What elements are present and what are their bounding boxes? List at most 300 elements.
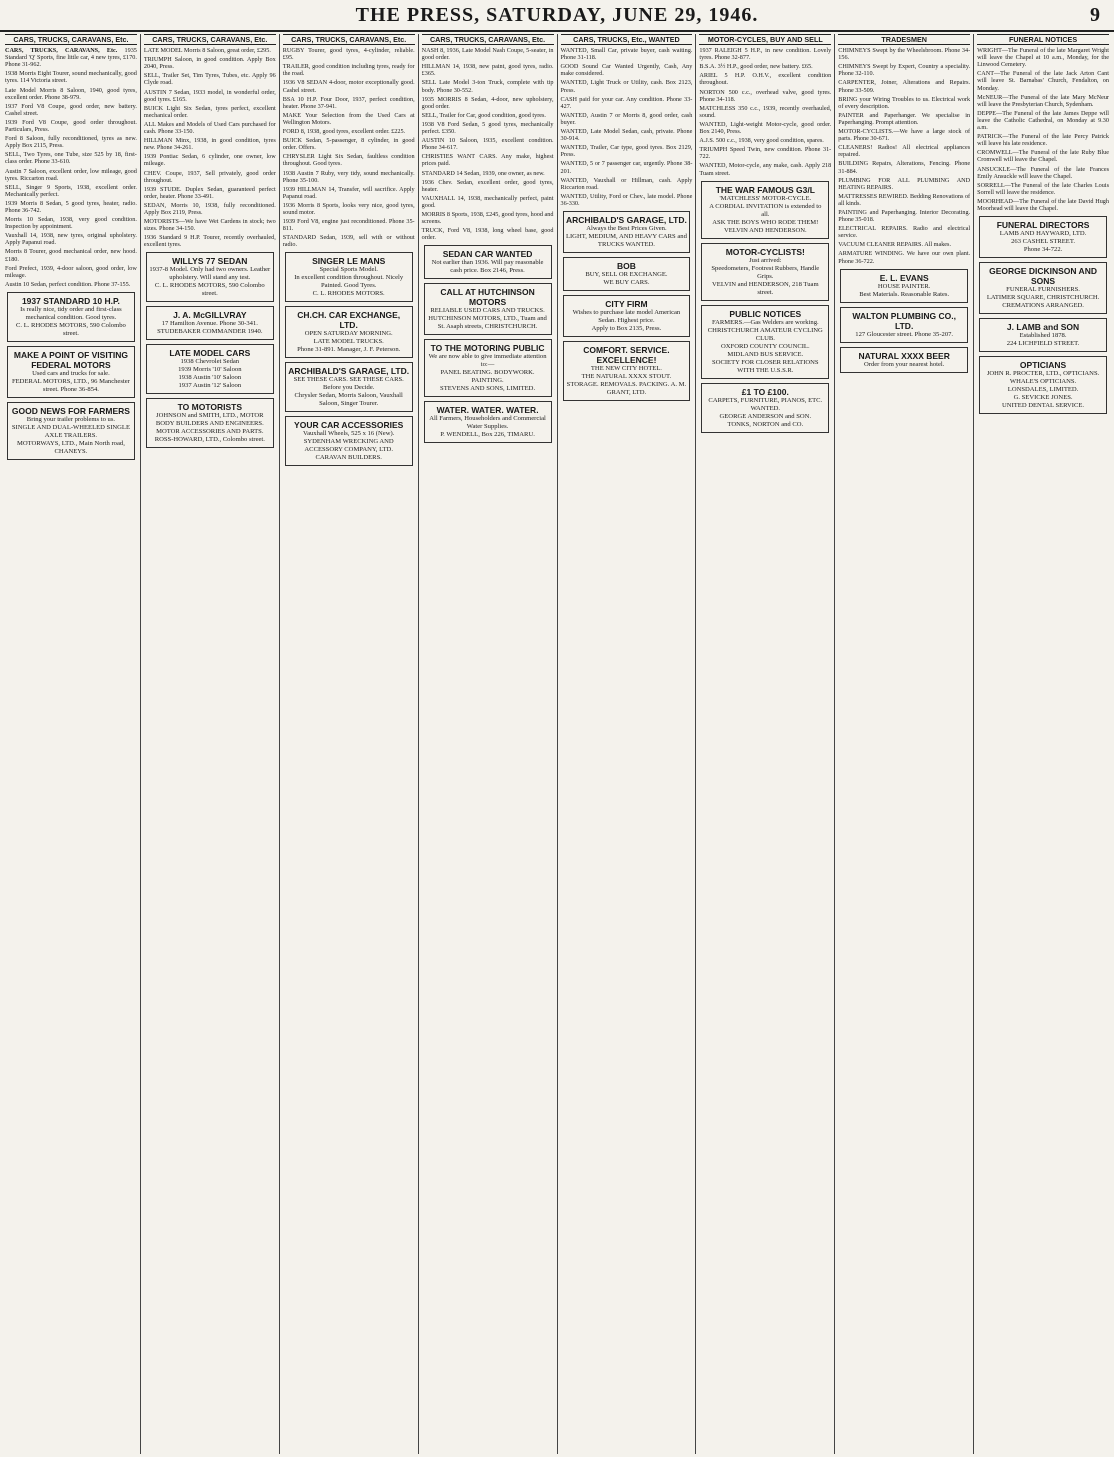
display-ad-heading: FUNERAL DIRECTORS bbox=[996, 220, 1090, 231]
classified-ad bbox=[977, 110, 1109, 131]
display-ad-line: Chrysler Sedan, Morris Saloon, Vauxhall Saloon, Singer Tourer. bbox=[294, 392, 403, 408]
classified-ad bbox=[838, 250, 970, 264]
display-advertisement bbox=[7, 346, 135, 398]
display-ad-line: Is really nice, tidy order and first-class mechanical condition. Good tyres. bbox=[20, 305, 122, 321]
display-ad-line: BUY, SELL OR EXCHANGE. bbox=[585, 270, 668, 278]
display-ad-line: THE NEW CITY HOTEL. bbox=[590, 364, 662, 372]
ad-text: ELECTRICAL REPAIRS. Radio and electrical service. bbox=[838, 225, 971, 240]
classified-ad bbox=[283, 202, 415, 216]
ad-text: SELL, Singer 9 Sports, 1938, excellent order. Mechanically perfect. bbox=[5, 183, 137, 198]
section-heading: FUNERAL NOTICES bbox=[977, 34, 1109, 45]
classified-ad bbox=[561, 144, 693, 158]
display-ad-line: OPEN SATURDAY MORNING. bbox=[304, 330, 393, 338]
display-ad-line: Order from your nearest hotel. bbox=[863, 360, 945, 368]
display-ad-line: Best Materials. Reasonable Rates. bbox=[859, 290, 950, 298]
column-7 bbox=[835, 34, 974, 1454]
ad-text: ARMATURE WINDING. We have our own plant. Phone 36-722. bbox=[838, 250, 971, 265]
classified-ad bbox=[422, 137, 554, 151]
display-ad-line: CARAVAN BUILDERS. bbox=[315, 454, 382, 462]
ad-text: AUSTIN 7 Sedan, 1933 model, in wonderful order, good tyres. £165. bbox=[143, 88, 276, 103]
ad-text: Morris 10 Sedan, 1938, very good condition. Inspection by appointment. bbox=[5, 216, 137, 231]
display-ad-heading: THE WAR FAMOUS G3/L bbox=[715, 184, 815, 195]
ad-text: SELL, Trailer Set, Tim Tyres, Tubes, etc. Apply 96 Clyde road. bbox=[143, 72, 276, 87]
classified-ad bbox=[5, 70, 137, 84]
display-ad-heading: GEORGE DICKINSON AND SONS bbox=[989, 266, 1097, 287]
display-ad-line: FUNERAL FURNISHERS. bbox=[1006, 286, 1080, 294]
ad-text: Ford Prefect, 1939, 4-door saloon, good order, low mileage. bbox=[5, 264, 137, 279]
classified-ad bbox=[977, 182, 1109, 196]
ad-text: WANTED, Utility, Ford or Chev., late model. Phone 36-330. bbox=[560, 192, 693, 207]
classified-ad bbox=[422, 96, 554, 110]
display-ad-heading: 1937 STANDARD 10 H.P. bbox=[21, 295, 120, 306]
display-advertisement bbox=[701, 181, 829, 239]
display-ad-line: Bring your trailer problems to us. bbox=[26, 415, 116, 423]
classified-ad bbox=[283, 112, 415, 126]
classified-ad bbox=[422, 63, 554, 77]
display-advertisement bbox=[840, 307, 968, 343]
display-ad-line: PANEL BEATING. BODYWORK. PAINTING. bbox=[440, 369, 535, 385]
classified-ad bbox=[699, 47, 831, 61]
display-ad-line: STUDEBAKER COMMANDER 1940. bbox=[157, 328, 263, 336]
page-number: 9 bbox=[1090, 4, 1100, 26]
ad-text: BSA 10 H.P. Four Door, 1937, perfect condition, heater. Phone 37-941. bbox=[282, 95, 415, 110]
section-heading: CARS, TRUCKS, Etc., WANTED bbox=[561, 34, 693, 45]
classified-ad bbox=[699, 105, 831, 119]
display-advertisement bbox=[979, 318, 1107, 352]
ad-text: NASH 8, 1936, Late Model Nash Coupe, 5-seater, in good order. bbox=[421, 47, 554, 62]
display-ad-line: STEVENS AND SONS, LIMITED. bbox=[440, 385, 536, 393]
display-ad-line: Wishes to purchase late model American Sedan. Highest price. bbox=[572, 308, 681, 324]
classified-ad bbox=[283, 128, 415, 135]
ad-text: 1936 V8 SEDAN 4-door, motor exceptionally good. Cashel street. bbox=[282, 79, 415, 94]
display-ad-heading: TO THE MOTORING PUBLIC bbox=[430, 343, 545, 354]
section-heading: CARS, TRUCKS, CARAVANS, Etc. bbox=[422, 34, 554, 45]
classified-ad bbox=[977, 94, 1109, 108]
ad-text: MATCHLESS 350 c.c., 1939, recently overhauled, sound. bbox=[699, 104, 832, 119]
ad-text: Austin 7 Saloon, excellent order, low mileage, good tyres. Riccarton road. bbox=[5, 167, 137, 182]
display-advertisement bbox=[146, 252, 274, 302]
display-ad-line: GEORGE ANDERSON and SON. bbox=[719, 412, 812, 420]
classified-ad bbox=[144, 56, 276, 70]
ad-text: CANT—The Funeral of the late Jack Arton Cant will leave St. Barnabas' Church, Fendalton, on Monday. bbox=[977, 70, 1109, 92]
classified-ad bbox=[977, 149, 1109, 163]
display-ad-line: HOUSE PAINTER. bbox=[877, 282, 931, 290]
display-ad-line: Just arrived: bbox=[749, 256, 782, 264]
ad-text: 1936 Chev. Sedan, excellent order, good tyres, heater. bbox=[421, 178, 554, 193]
classified-ad bbox=[283, 186, 415, 200]
ad-text: WANTED, Late Model Sedan, cash, private. Phone 30-914. bbox=[560, 128, 693, 143]
ad-text: 1935 MORRIS 8 Sedan, 4-door, new upholstery, good order. bbox=[421, 95, 554, 110]
display-ad-heading: WILLYS 77 SEDAN bbox=[172, 256, 248, 267]
ad-title: CARS, TRUCKS, CARAVANS, Etc. bbox=[5, 47, 118, 55]
display-ad-line: SOCIETY FOR CLOSER RELATIONS WITH THE U.S.S.R. bbox=[712, 358, 819, 374]
display-ad-line: MOTOR ACCESSORIES AND PARTS. bbox=[156, 428, 264, 436]
classified-ad bbox=[5, 47, 137, 68]
display-ad-line: VELVIN and HENDERSON, 218 Tuam street. bbox=[712, 280, 819, 296]
classified-ad bbox=[283, 234, 415, 248]
display-ad-line: RELIABLE USED CARS AND TRUCKS. bbox=[430, 307, 545, 315]
ad-text: BUILDING Repairs, Alterations, Fencing. Phone 31-884. bbox=[838, 160, 971, 175]
classified-ad bbox=[144, 105, 276, 119]
classified-ad bbox=[699, 121, 831, 135]
column-4 bbox=[419, 34, 558, 1454]
display-ad-heading: CH.CH. CAR EXCHANGE, LTD. bbox=[297, 310, 401, 331]
display-advertisement bbox=[424, 401, 552, 443]
classified-ad bbox=[283, 153, 415, 167]
ad-text: TRIUMPH Saloon, in good condition. Apply Box 2040, Press. bbox=[143, 56, 276, 71]
ad-text: VAUXHALL 14, 1938, mechanically perfect, paint good. bbox=[421, 194, 554, 209]
section-heading: MOTOR-CYCLES, BUY AND SELL bbox=[699, 34, 831, 45]
ad-text: CHRYSLER Light Six Sedan, faultless condition throughout. Good tyres. bbox=[282, 153, 415, 168]
ad-text: CARPENTER, Joiner, Alterations and Repairs. Phone 33-509. bbox=[838, 79, 971, 94]
display-ad-heading: CITY FIRM bbox=[605, 298, 648, 309]
ad-text: McNEUR—The Funeral of the late Mary McNeur will leave the Presbyterian Church, Sydenham. bbox=[977, 93, 1109, 108]
ad-text: MOTOR-CYCLISTS.—We have a large stock of parts. Phone 30-671. bbox=[838, 128, 971, 143]
display-advertisement bbox=[285, 252, 413, 302]
display-ad-line: Phone 34-722. bbox=[1023, 246, 1063, 254]
display-ad-line: STORAGE. REMOVALS. PACKING. A. M. GRANT, LTD. bbox=[566, 380, 687, 396]
classified-ad bbox=[5, 135, 137, 149]
display-ad-line: 1939 Morris '10' Saloon bbox=[178, 366, 242, 374]
classified-ad bbox=[561, 79, 693, 93]
display-ad-line: 1937-8 Model. Only had two owners. Leather upholstery. Will stand any test. bbox=[149, 266, 271, 282]
ad-text: MORRIS 8 Sports, 1938, £245, good tyres, hood and screens. bbox=[421, 210, 554, 226]
classified-ad bbox=[699, 63, 831, 70]
classified-ad bbox=[561, 47, 693, 61]
ad-text: 1937 Ford V8 Coupe, good order, new battery. Cashel street. bbox=[5, 102, 137, 117]
ad-text: 1938 Morris Eight Tourer, sound mechanically, good tyres. 114 Victoria street. bbox=[5, 70, 137, 85]
ad-text: SORRELL—The Funeral of the late Charles Louis Sorrell will leave the residence. bbox=[977, 181, 1109, 196]
display-ad-line: 127 Gloucester street. Phone 35-207. bbox=[855, 330, 954, 338]
display-ad-heading: YOUR CAR ACCESSORIES bbox=[294, 420, 404, 431]
display-ad-heading: J. A. McGILLVRAY bbox=[173, 310, 247, 321]
display-advertisement bbox=[285, 416, 413, 466]
display-ad-line: LIGHT, MEDIUM, AND HEAVY CARS and TRUCKS WANTED. bbox=[565, 232, 687, 248]
section-heading: CARS, TRUCKS, CARAVANS, Etc. bbox=[5, 34, 137, 45]
display-advertisement bbox=[701, 243, 829, 301]
ad-text: STANDARD Sedan, 1939, sell with or without radio. bbox=[282, 234, 415, 249]
ad-text: 1939 STUDE. Duplex Sedan, guaranteed perfect order, heater. Phone 33-491. bbox=[143, 185, 276, 200]
ad-text: 1939 Ford V8, engine just reconditioned. Phone 35-811. bbox=[282, 218, 415, 233]
ad-text: 1938 V8 Ford Sedan, 5 good tyres, mechanically perfect. £350. bbox=[421, 120, 554, 136]
classified-ad bbox=[283, 63, 415, 77]
classified-ad bbox=[283, 218, 415, 232]
ad-text: CASH paid for your car. Any condition. Phone 33-427. bbox=[560, 95, 693, 110]
classified-ad bbox=[838, 79, 970, 93]
ad-text: SELL, Trailer for Car, good condition, good tyres. bbox=[421, 111, 546, 119]
ad-text: WANTED, 5 or 7 passenger car, urgently. Phone 38-201. bbox=[560, 160, 693, 175]
display-ad-line: SEE THESE CARS. SEE THESE CARS. Before you Decide. bbox=[293, 376, 404, 392]
classified-ad bbox=[5, 168, 137, 182]
ad-text: MOORHEAD—The Funeral of the late David Hugh Moorhead will leave the Chapel. bbox=[977, 197, 1109, 212]
classified-ad bbox=[561, 160, 693, 174]
classified-ad bbox=[5, 265, 137, 279]
classified-ad bbox=[283, 96, 415, 110]
classified-ad bbox=[699, 72, 831, 86]
display-ad-heading: PUBLIC NOTICES bbox=[729, 308, 802, 319]
display-ad-line: A CORDIAL INVITATION is extended to all. bbox=[709, 202, 822, 218]
display-ad-line: 17 Hamilton Avenue. Phone 30-341. bbox=[161, 320, 258, 328]
column-1 bbox=[2, 34, 141, 1454]
ad-text: VACUUM CLEANER REPAIRS. All makes. bbox=[838, 241, 952, 249]
classified-ad bbox=[5, 119, 137, 133]
display-advertisement bbox=[701, 305, 829, 379]
ad-text: FORD 8, 1938, good tyres, excellent order. £225. bbox=[282, 128, 406, 136]
classified-ad bbox=[422, 121, 554, 135]
display-ad-line: 'MATCHLESS' MOTOR-CYCLE. bbox=[719, 194, 812, 202]
ad-text: 1938 Austin 7 Ruby, very tidy, sound mechanically. Phone 35-100. bbox=[282, 169, 415, 184]
ad-text: HILLMAN 14, 1938, new paint, good tyres, radio. £365. bbox=[421, 63, 554, 78]
ad-text: CHEV. Coupe, 1937, Sell privately, good order throughout. bbox=[143, 169, 276, 184]
classified-ad bbox=[977, 166, 1109, 180]
ad-text: RUGBY Tourer, good tyres, 4-cylinder, reliable. £95. bbox=[282, 47, 415, 62]
classified-ad bbox=[5, 103, 137, 117]
display-ad-line: FEDERAL MOTORS, LTD., 96 Manchester street. Phone 36-854. bbox=[11, 377, 130, 393]
display-ad-line: In excellent condition throughout. Nicely Painted. Good Tyres. bbox=[294, 274, 404, 290]
display-ad-line: LAMB AND HAYWARD, LTD. bbox=[999, 230, 1087, 238]
display-ad-line: UNITED DENTAL SERVICE. bbox=[1002, 402, 1085, 410]
display-advertisement bbox=[840, 347, 968, 373]
display-ad-line: TONKS, NORTON and CO. bbox=[727, 420, 804, 428]
ad-text: WANTED, Trailer, Car type, good tyres. Box 2129, Press. bbox=[560, 144, 693, 159]
classified-ad bbox=[422, 170, 554, 177]
ad-text: 1936 Standard 9 H.P. Tourer, recently overhauled, excellent tyres. bbox=[143, 234, 276, 249]
ad-text: WANTED, Motor-cycle, any make, cash. Apply 218 Tuam street. bbox=[699, 162, 832, 177]
display-ad-heading: OPTICIANS bbox=[1019, 360, 1067, 371]
display-advertisement bbox=[563, 341, 691, 401]
classified-ad bbox=[283, 170, 415, 184]
display-ad-line: Speedometers, Footrest Rubbers, Handle Grips. bbox=[711, 264, 820, 280]
display-advertisement bbox=[979, 262, 1107, 314]
display-ad-line: MOTORWAYS, LTD., Main North road, CHANEYS. bbox=[17, 439, 125, 455]
classified-ad bbox=[838, 225, 970, 239]
display-ad-line: 1938 Austin '10' Saloon bbox=[178, 374, 242, 382]
classified-ad bbox=[422, 112, 554, 119]
classified-ad bbox=[422, 195, 554, 209]
display-ad-line: HUTCHINSON MOTORS, LTD., Tuam and St. Asaph streets, CHRISTCHURCH. bbox=[428, 315, 547, 331]
display-advertisement bbox=[7, 402, 135, 460]
display-ad-heading: £1 TO £100. bbox=[741, 386, 789, 397]
display-ad-line: CREMATIONS ARRANGED. bbox=[1002, 302, 1084, 310]
ad-text: 1939 Ford V8 Coupe, good order throughout. Particulars, Press. bbox=[5, 118, 137, 134]
display-ad-line: LATIMER SQUARE, CHRISTCHURCH. bbox=[986, 294, 1100, 302]
display-ad-line: FARMERS.—Gas Welders are working. bbox=[711, 318, 819, 326]
display-ad-line: We are now able to give immediate attention to:— bbox=[428, 353, 547, 369]
display-advertisement bbox=[563, 211, 691, 253]
display-ad-line: LATE MODEL TRUCKS. bbox=[313, 338, 384, 346]
display-ad-line: C. L. RHODES MOTORS, 590 Colombo street. bbox=[16, 321, 126, 337]
classified-ad bbox=[838, 96, 970, 110]
ad-text: PLUMBING FOR ALL PLUMBING AND HEATING REPAIRS. bbox=[838, 176, 971, 191]
ad-text: SEDAN, Morris 10, 1938, fully reconditioned. Apply Box 2119, Press. bbox=[143, 201, 276, 216]
classified-ad bbox=[144, 137, 276, 151]
masthead-title: THE PRESS, SATURDAY, JUNE 29, 1946. bbox=[355, 4, 759, 26]
display-ad-line: LONSDALES, LIMITED. bbox=[1007, 386, 1079, 394]
classified-columns bbox=[2, 34, 1112, 1454]
classified-ad bbox=[838, 112, 970, 126]
ad-text: 1937 RALEIGH 5 H.P., in new condition. Lovely tyres. Phone 32-877. bbox=[699, 47, 832, 62]
classified-ad bbox=[144, 47, 276, 54]
classified-ad bbox=[699, 89, 831, 103]
display-ad-heading: ARCHIBALD'S GARAGE, LTD. bbox=[288, 366, 410, 377]
classified-ad bbox=[144, 170, 276, 184]
display-ad-heading: WATER. WATER. WATER. bbox=[436, 405, 539, 416]
ad-text: DEPPE—The Funeral of the late James Deppe will leave the Catholic Cathedral, on Monday at 9.30 a.m. bbox=[977, 109, 1109, 132]
classified-ad bbox=[838, 128, 970, 142]
display-ad-line: CHRISTCHURCH AMATEUR CYCLING CLUB. bbox=[707, 326, 823, 342]
display-ad-line: Used cars and trucks for sale. bbox=[32, 369, 110, 377]
display-ad-line: 263 CASHEL STREET. bbox=[1011, 238, 1076, 246]
display-advertisement bbox=[146, 398, 274, 448]
classified-ad bbox=[838, 241, 970, 248]
ad-text: HILLMAN Minx, 1938, in good condition, tyres new. Phone 34-261. bbox=[143, 137, 276, 152]
display-ad-line: Apply to Box 2135, Press. bbox=[591, 324, 662, 332]
ad-text: WRIGHT—The Funeral of the late Margaret Wright will leave the Chapel at 10 a.m., Monday, for the Linwood Cemetery. bbox=[977, 47, 1109, 69]
display-advertisement bbox=[7, 292, 135, 342]
section-heading: CARS, TRUCKS, CARAVANS, Etc. bbox=[144, 34, 276, 45]
display-ad-line: JOHNSON and SMITH, LTD., MOTOR BODY BUILDERS AND ENGINEERS. bbox=[155, 412, 264, 428]
display-ad-heading: TO MOTORISTS bbox=[177, 402, 242, 413]
display-ad-line: JOHN R. PROCTER, LTD., OPTICIANS. bbox=[986, 370, 1100, 378]
classified-ad bbox=[144, 153, 276, 167]
ad-text: CHIMNEYS Swept by Expert, Country a speciality. Phone 32-110. bbox=[838, 63, 971, 78]
ad-text: LATE MODEL Morris 8 Saloon, great order, £295. bbox=[143, 47, 271, 55]
ad-text: B.S.A. 3½ H.P., good order, new battery. £65. bbox=[699, 63, 813, 71]
ad-text: WANTED, Light Truck or Utility, cash. Box 2123, Press. bbox=[560, 79, 693, 94]
display-ad-line: Always the Best Prices Given. bbox=[586, 224, 667, 232]
display-ad-line: G. SEVICKE JONES. bbox=[1013, 394, 1073, 402]
display-advertisement bbox=[146, 306, 274, 340]
ad-text: PAINTING and Paperhanging. Interior Decorating. Phone 35-018. bbox=[838, 208, 971, 224]
ad-text: WANTED, Light-weight Motor-cycle, good order. Box 2140, Press. bbox=[699, 120, 832, 136]
display-ad-line: SYDENHAM WRECKING AND ACCESSORY COMPANY, LTD. bbox=[303, 438, 394, 454]
display-ad-line: P. WENDELL, Box 226, TIMARU. bbox=[440, 431, 535, 439]
classified-ad bbox=[838, 144, 970, 158]
classified-ad bbox=[561, 96, 693, 110]
display-advertisement bbox=[840, 269, 968, 303]
classified-ad bbox=[561, 112, 693, 126]
column-6 bbox=[696, 34, 835, 1454]
display-ad-heading: SINGER LE MANS bbox=[312, 256, 386, 267]
classified-ad bbox=[561, 63, 693, 77]
ad-text: 1936 Morris 8 Sports, looks very nice, good tyres, sound motor. bbox=[282, 201, 415, 216]
ad-text: PAINTER and Paperhanger. We specialise in Paperhanging. Prompt attention. bbox=[838, 111, 971, 126]
display-ad-line: MIDLAND BUS SERVICE. bbox=[727, 350, 804, 358]
display-ad-line: 224 LICHFIELD STREET. bbox=[1006, 340, 1080, 348]
classified-ad bbox=[977, 47, 1109, 68]
classified-ad bbox=[5, 281, 137, 288]
display-advertisement bbox=[563, 295, 691, 337]
classified-ad bbox=[5, 184, 137, 198]
display-ad-heading: GOOD NEWS FOR FARMERS bbox=[11, 405, 130, 416]
display-advertisement bbox=[424, 245, 552, 279]
ad-text: WANTED, Austin 7 or Morris 8, good order, cash buyer. bbox=[560, 111, 693, 126]
ad-text: ANSUCKLE—The Funeral of the late Frances Emily Ansuckle will leave the Chapel. bbox=[977, 165, 1109, 180]
ad-text: Vauxhall 14, 1938, new tyres, original upholstery. Apply Papanui road. bbox=[5, 232, 137, 247]
section-heading: CARS, TRUCKS, CARAVANS, Etc. bbox=[283, 34, 415, 45]
classified-ad bbox=[838, 193, 970, 207]
ad-text: BUICK Light Six Sedan, tyres perfect, excellent mechanical order. bbox=[143, 104, 276, 119]
classified-ad bbox=[144, 89, 276, 103]
display-advertisement bbox=[285, 306, 413, 358]
display-ad-line: Established 1878. bbox=[1019, 332, 1067, 340]
display-advertisement bbox=[979, 216, 1107, 258]
display-ad-heading: J. LAMB and SON bbox=[1006, 322, 1080, 333]
display-ad-heading: BOB bbox=[616, 260, 636, 271]
classified-ad bbox=[838, 209, 970, 223]
display-ad-line: OXFORD COUNTY COUNCIL. bbox=[721, 342, 810, 350]
classified-ad bbox=[699, 162, 831, 176]
display-advertisement bbox=[701, 383, 829, 433]
classified-ad bbox=[144, 72, 276, 86]
classified-ad bbox=[5, 248, 137, 262]
display-ad-line: 1937 Austin '12' Saloon bbox=[178, 382, 242, 390]
display-ad-line: C. L. RHODES MOTORS. bbox=[312, 290, 385, 298]
ad-text: NORTON 500 c.c., overhead valve, good tyres. Phone 34-118. bbox=[699, 88, 832, 103]
classified-ad bbox=[561, 128, 693, 142]
classified-ad bbox=[838, 63, 970, 77]
display-ad-line: C. L. RHODES MOTORS, 590 Colombo street. bbox=[154, 282, 265, 298]
ad-text: TRIUMPH Speed Twin, new condition. Phone 31-722. bbox=[699, 146, 832, 161]
display-ad-line: THE NATURAL XXXX STOUT. bbox=[581, 372, 672, 380]
column-3 bbox=[280, 34, 419, 1454]
ad-text: Austin 10 Sedan, perfect condition. Phone 37-155. bbox=[5, 280, 131, 288]
display-advertisement bbox=[424, 339, 552, 397]
ad-text: TRAILER, good condition including tyres, ready for the road. bbox=[282, 63, 415, 78]
classified-ad bbox=[561, 177, 693, 191]
display-ad-heading: E. L. EVANS bbox=[879, 272, 929, 283]
classified-ad bbox=[422, 179, 554, 193]
ad-text: GOOD Sound Car Wanted Urgently, Cash, Any make considered. bbox=[560, 63, 693, 78]
display-ad-heading: LATE MODEL CARS bbox=[169, 348, 251, 359]
classified-ad bbox=[422, 227, 554, 241]
ad-text: CROMWELL—The Funeral of the late Ruby Blue Cromwell will leave the Chapel. bbox=[977, 149, 1109, 164]
classified-ad bbox=[283, 137, 415, 151]
display-ad-heading: WALTON PLUMBING CO., LTD. bbox=[852, 310, 956, 331]
display-ad-heading: COMFORT. SERVICE. EXCELLENCE! bbox=[583, 344, 670, 365]
display-ad-heading: ARCHIBALD'S GARAGE, LTD. bbox=[566, 214, 687, 225]
ad-text: MAKE Your Selection from the Used Cars at Wellington Motors. bbox=[282, 111, 415, 126]
display-ad-heading: MOTOR-CYCLISTS! bbox=[725, 246, 805, 257]
display-advertisement bbox=[563, 257, 691, 291]
ad-text: 1939 HILLMAN 14, Transfer, will sacrifice. Apply Papanui road. bbox=[282, 185, 415, 200]
ad-text: TRUCK, Ford V8, 1938, long wheel base, good order. bbox=[421, 227, 554, 242]
ad-text: A.J.S. 500 c.c., 1938, very good condition, spares. bbox=[699, 137, 824, 145]
classified-ad bbox=[977, 70, 1109, 91]
ad-text: STANDARD 14 Sedan, 1939, one owner, as new. bbox=[421, 169, 545, 177]
classified-ad bbox=[283, 47, 415, 61]
ad-text: MATTRESSES REWIRED. Bedding Renovations of all kinds. bbox=[838, 192, 971, 207]
ad-text: SELL, Two Tyres, one Tube, size 525 by 18, first-class order. Phone 33-610. bbox=[5, 151, 137, 166]
display-ad-heading: SEDAN CAR WANTED bbox=[442, 249, 533, 260]
ad-text: MOTORISTS—We have Wet Cardens in stock; two sizes. Phone 34-150. bbox=[143, 218, 276, 233]
classified-ad bbox=[283, 79, 415, 93]
classified-ad bbox=[5, 151, 137, 165]
ad-text: Ford 8 Saloon, fully reconditioned, tyres as new. Apply Box 2115, Press. bbox=[5, 135, 137, 150]
classified-ad bbox=[422, 47, 554, 61]
display-ad-line: Not earlier than 1936. Will pay reasonable cash price. Box 2146, Press. bbox=[431, 259, 544, 275]
ad-text: WANTED, Vauxhall or Hillman, cash. Apply Riccarton road. bbox=[560, 176, 693, 191]
display-ad-heading: NATURAL XXXX BEER bbox=[858, 350, 950, 361]
ad-text: BRING your Wiring Troubles to us. Electrical work of every description. bbox=[838, 95, 971, 110]
ad-text: 1939 Morris 8 Sedan, 5 good tyres, heater, radio. Phone 36-742. bbox=[5, 199, 137, 214]
display-ad-line: All Farmers, Householders and Commercial Water Supplies. bbox=[429, 415, 546, 431]
display-ad-line: Special Sports Model. bbox=[319, 266, 378, 274]
display-ad-line: 1938 Chevrolet Sedan bbox=[180, 358, 240, 366]
display-ad-line: Vauxhall Wheels, 525 x 16 (New). bbox=[303, 430, 395, 438]
classified-ad bbox=[977, 133, 1109, 147]
classified-ad bbox=[5, 232, 137, 246]
